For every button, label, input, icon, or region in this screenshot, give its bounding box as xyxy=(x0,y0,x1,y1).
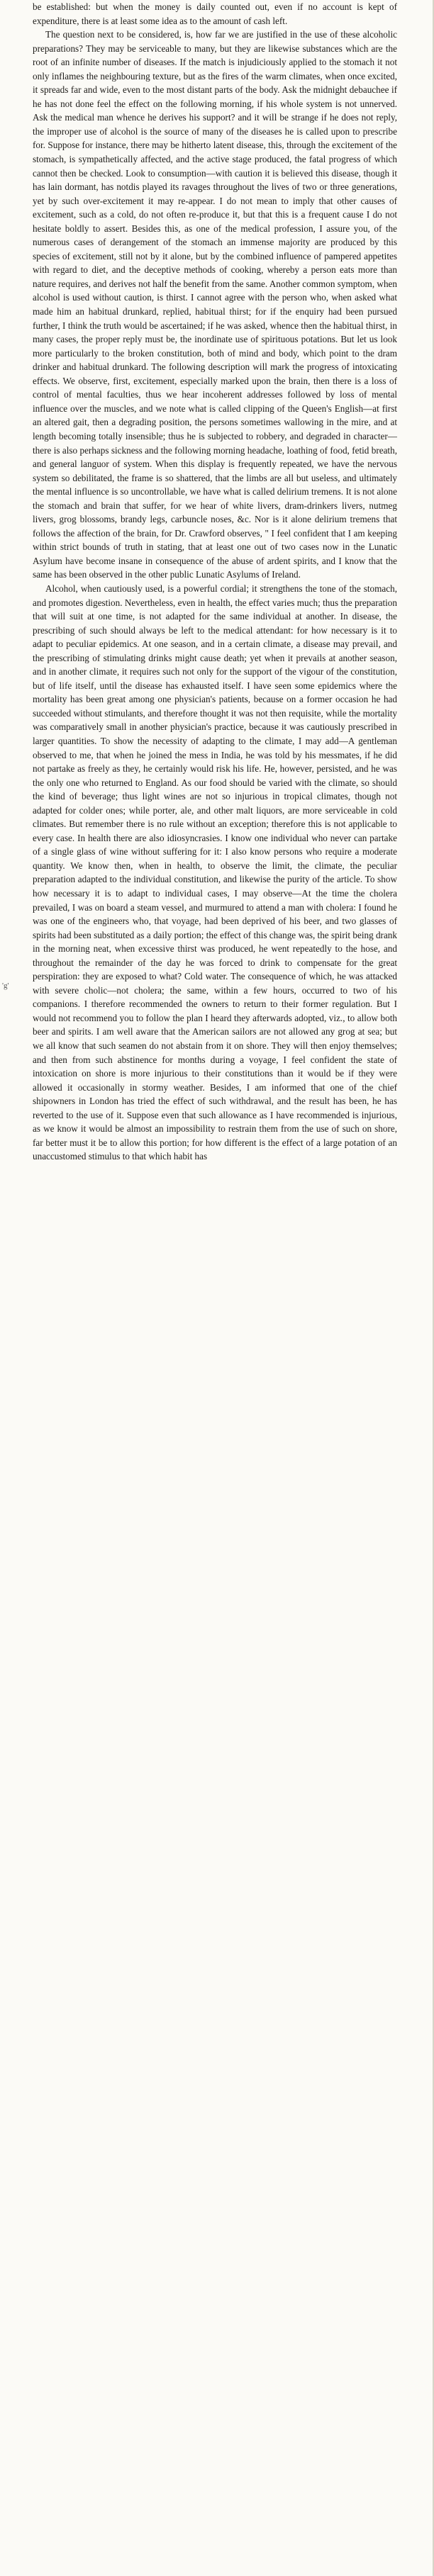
text-column xyxy=(33,0,397,1164)
margin-mark: 'g' xyxy=(2,982,9,990)
paragraph: Alcohol, when cautiously used, is a powerful cordial; it strengthens the tone of the stomach, and promotes digestion. Nevertheless, even in health, the effect varies much; thus the preparation that will suit at one time, is not adapted for the same individual at another. In disease, the prescribing of such should always be left to the medical attendant: for how necessary is it to adapt to peculiar epidemics. At one season, and in a certain climate, a disease may prevail, and the prescribing of stimulating drinks might cause death; yet when it prevails at another season, and in another climate, it requires such not only for the support of the vigour of the constitution, but of life itself, until the disease has exhausted itself. I have seen some epidemics where the mortality has been great among one physician's patients, because on a former occasion he had succeeded without stimulants, and therefore thought it was not then requisite, while the mortality was comparatively small in another physician's practice, because it was cautiously prescribed in larger quantities. To show the necessity of adapting to the climate, I may add—A gentleman observed to me, that when he joined the mess in India, he was told by his messmates, if he did not partake as freely as they, he certainly would risk his life. He, however, persisted, and he was the only one who returned to England. As our food should be varied with the climate, so should the kind of beverage; thus light wines are not so injurious in tropical climates, though not adapted for colder ones; while porter, ale, and other malt liquors, are more serviceable in cold climates. But remember there is no rule without an exception; therefore this is not applicable to every case. In health there are also idiosyncrasies. I know one individual who never can partake of a single glass of wine without suffering for it: I also know persons who require a moderate quantity. We know then, when in health, to observe the limit, the climate, the peculiar preparation adapted to the individual constitution, and likewise the purity of the article. To show how necessary it is to adapt to individual cases, I may observe—At the time the cholera prevailed, I was on board a steam vessel, and murmured to attend a man with cholera: I found he was one of the engineers who, that voyage, had been deprived of his beer, and two glasses of spirits had been substituted as a daily portion; the effect of this change was, the spirit being drank in the morning neat, when excessive thirst was produced, he went repeatedly to the hose, and throughout the remainder of the day he was forced to drink to compensate for the great perspiration: they are exposed to what? Cold water. The consequence of which, he was attacked with severe cholic—not cholera; the same, within a few hours, occurred to two of his companions. I therefore recommended the owners to return to their former regulation. But I would not recommend you to follow the plan I heard they afterwards adopted, viz., to allow both beer and spirits. I am well aware that the American sailors are not allowed any grog at sea; but we all know that such seamen do not abstain from it on shore. They will then enjoy themselves; and then from such abstinence for months during a voyage, I feel confident the state of intoxication on shore is more injurious to their constitutions than it would be if they were allowed it occasionally in stormy weather. Besides, I am informed that one of the chief shipowners in London has tried the effect of such withdrawal, and the result has been, he has reverted to the use of it. Suppose even that such allowance as I have recommended is injurious, as we know it would be almost an impossibility to restrain them from the use of such on shore, far better must it be to allow this portion; for how different is the effect of a large potation of an unaccustomed stimulus to that which habit has xyxy=(33,583,397,1162)
paragraph: The question next to be considered, is, how far we are justified in the use of these alcoholic preparations? They may be serviceable to many, but they are likewise substances which are the root of an infinite number of diseases. If the match is injudiciously applied to the stomach it not only inflames the neighbouring texture, but as the fires of the warm climates, when once excited, it spreads far and wide, even to the most distant parts of the body. Ask the midnight debauchee if he has not done feel the effect on the following morning, if his whole system is not unnerved. Ask the medical man whence he derives his support? and it will be strange if he does not reply, the improper use of alcohol is the source of many of the diseases he is called upon to prescribe for. Suppose for instance, there may be hitherto latent disease, this, through the excitement of the stomach, is sympathetically affected, and the active stage produced, the fatal progress of which cannot then be checked. Look to consumption—with caution it is believed this disease, though it has lain dormant, has notdis played its ravages throughout the lives of two or three generations, yet by such over-excitement it may re-appear. I do not mean to imply that other causes of excitement, such as a cold, do not often re-produce it, but that this is a frequent cause I do not hesitate boldly to assert. Besides this, as one of the medical profession, I assure you, of the numerous cases of derangement of the stomach an immense majority are produced by this species of excitement, still not by it alone, but by the combined influence of pampered appetites with regard to diet, and the deceptive methods of cooking, whereby a person eats more than nature requires, and derives not half the benefit from the same. Another common symptom, when alcohol is used without caution, is thirst. I cannot agree with the person who, when asked what made him an habitual drunkard, replied, habitual thirst; for if the enquiry had been pursued further, I think the truth would be ascertained; if he was asked, whence then the habitual thirst, in many cases, the proper reply must be, the inordinate use of spirituous potations. But let us look more particularly to the broken constitution, both of mind and body, which point to the dram drinker and habitual drunkard. The following description will mark the progress of intoxicating effects. We observe, first, excitement, especially marked upon the brain, then there is a loss of control of mental faculties, thus we hear incoherent addresses followed by loss of mental influence over the muscles, and we note what is called clipping of the Queen's English—at first an altered gait, then a degrading position, the persons sometimes wallowing in the mire, and at length becoming totally insensible; thus he is subjected to robbery, and degraded in character—there is also perhaps sickness and the following morning headache, loathing of food, fetid breath, and general languor of system. When this display is frequently repeated, we have the nervous system so debilitated, the frame is so shattered, that the limbs are all but useless, and ultimately the mental influence is so uncontrollable, we have what is called delirium tremens. It is not alone the stomach and brain that suffer, for we hear of white livers, dram-drinkers livers, nutmeg livers, grog blossoms, brandy legs, carbuncle noses, &c. Nor is it alone delirium tremens that follows the affection of the brain, for Dr. Crawford observes, " I feel confident that I am keeping within strict bounds of truth in stating, that at least one out of two cases now in the Lunatic Asylum have become insane in consequence of the abuse of ardent spirits, and I know that the same has been observed in the other public Lunatic Asylums of Ireland. xyxy=(33,29,397,580)
paragraph: be established: but when the money is daily counted out, even if no account is kept of expenditure, there is at least some idea as to the amount of cash left. xyxy=(33,1,397,26)
